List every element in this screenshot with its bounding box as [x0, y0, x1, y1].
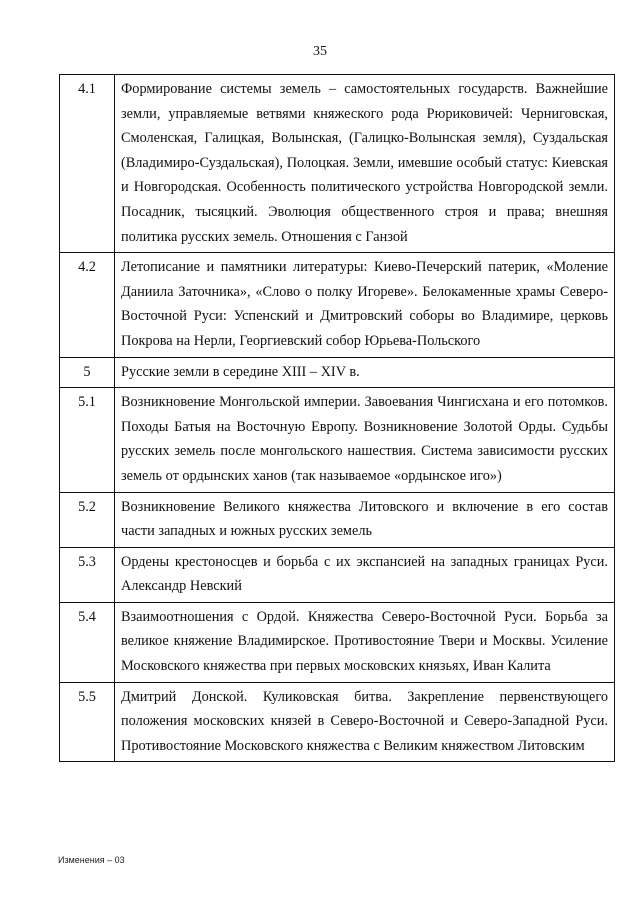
section-text: Взаимоотношения с Ордой. Княжества Северо-Восточной Руси. Борьба за великое княжение Владимирское. Противостояние Твери и Москвы. Усиление Московского княжества при первых московских князьях, Иван Калита: [115, 602, 615, 682]
table-row: [60, 682, 615, 762]
footer-revision: Изменения – 03: [58, 855, 125, 865]
table-row: [60, 253, 615, 357]
table-row: [60, 492, 615, 547]
section-text: Дмитрий Донской. Куликовская битва. Закрепление первенствующего положения московских князей в Северо-Восточной и Северо-Западной Руси. Противостояние Московского княжества с Великим княжеством Литовским: [115, 682, 615, 762]
section-number: 5.4: [60, 602, 115, 682]
section-number: 5.1: [60, 388, 115, 492]
table-row: [60, 357, 615, 388]
table-row: [60, 75, 615, 253]
section-number: 5.5: [60, 682, 115, 762]
section-text: Возникновение Великого княжества Литовского и включение в его состав части западных и южных русских земель: [115, 492, 615, 547]
section-text: Формирование системы земель – самостоятельных государств. Важнейшие земли, управляемые ветвями княжеского рода Рюриковичей: Черниговская, Смоленская, Галицкая, Волынская, (Галицко-Волынская земля), Суздальская (Владимиро-Суздальская), Полоцкая. Земли, имевшие особый статус: Киевская и Новгородская. Особенность политического устройства Новгородской земли. Посадник, тысяцкий. Эволюция общественного строя и права; внешняя политика русских земель. Отношения с Ганзой: [115, 75, 615, 253]
table-row: [60, 547, 615, 602]
section-number: 5.2: [60, 492, 115, 547]
section-number: 5: [60, 357, 115, 388]
table-row: [60, 602, 615, 682]
content-table: [59, 74, 615, 762]
section-number: 5.3: [60, 547, 115, 602]
page-number: 35: [313, 44, 327, 59]
table-row: [60, 388, 615, 492]
section-text: Русские земли в середине XIII – XIV в.: [115, 357, 615, 388]
section-number: 4.1: [60, 75, 115, 253]
section-text: Летописание и памятники литературы: Киево-Печерский патерик, «Моление Даниила Заточника», «Слово о полку Игореве». Белокаменные храмы Северо-Восточной Руси: Успенский и Дмитровский соборы во Владимире, церковь Покрова на Нерли, Георгиевский собор Юрьева-Польского: [115, 253, 615, 357]
section-text: Ордены крестоносцев и борьба с их экспансией на западных границах Руси. Александр Невский: [115, 547, 615, 602]
section-number: 4.2: [60, 253, 115, 357]
section-text: Возникновение Монгольской империи. Завоевания Чингисхана и его потомков. Походы Батыя на Восточную Европу. Возникновение Золотой Орды. Судьбы русских земель после монгольского нашествия. Система зависимости русских земель от ордынских ханов (так называемое «ордынское иго»): [115, 388, 615, 492]
